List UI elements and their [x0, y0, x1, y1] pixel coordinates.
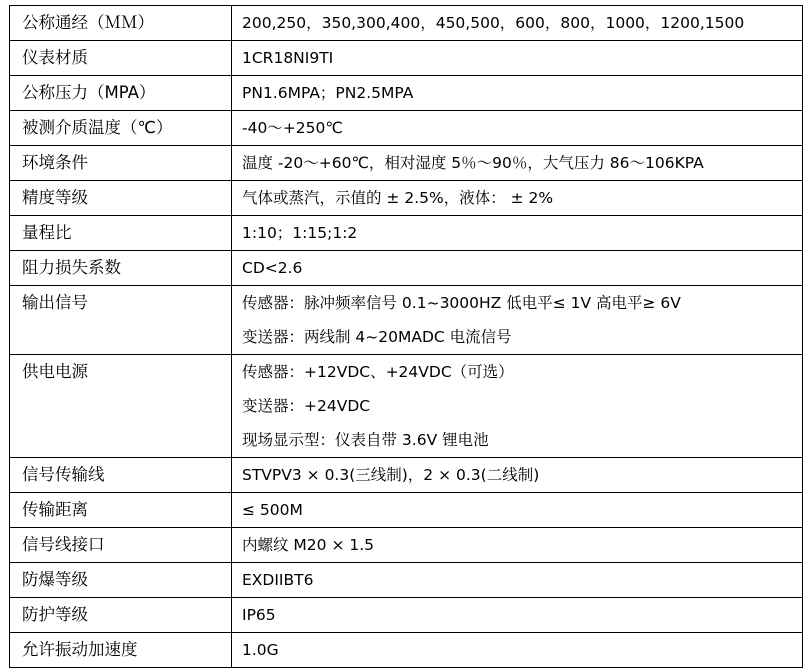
row-value-nominal-pressure: PN1.6MPA；PN2.5MPA — [232, 76, 803, 111]
output-signal-sensor: 传感器：脉冲频率信号 0.1~3000HZ 低电平≤ 1V 高电平≥ 6V — [242, 294, 681, 312]
row-label-nominal-pressure: 公称压力（MPA） — [10, 76, 232, 111]
row-label-nominal-diameter: 公称通经（ＭＭ） — [10, 6, 232, 41]
row-value-environment: 温度 -20～+60℃，相对湿度 5％～90％，大气压力 86～106KPA — [232, 146, 803, 181]
power-supply-transmitter: 变送器：+24VDC — [242, 397, 371, 415]
row-value-signal-cable: STVPV3 × 0.3(三线制)，2 × 0.3(二线制) — [232, 458, 803, 493]
table-row — [10, 355, 803, 458]
row-value-explosion-proof: EXDIIBT6 — [232, 563, 803, 598]
table-row — [10, 563, 803, 598]
row-label-accuracy: 精度等级 — [10, 181, 232, 216]
output-signal-transmitter: 变送器：两线制 4~20MADC 电流信号 — [242, 328, 512, 346]
row-value-output-signal — [232, 286, 803, 355]
table-row — [10, 633, 803, 668]
table-row — [10, 528, 803, 563]
row-value-resistance-coefficient: CD<2.6 — [232, 251, 803, 286]
row-value-medium-temperature: -40～+250℃ — [232, 111, 803, 146]
row-value-power-supply — [232, 355, 803, 458]
row-label-resistance-coefficient: 阻力损失系数 — [10, 251, 232, 286]
row-label-transmission-distance: 传输距离 — [10, 493, 232, 528]
row-label-power-supply: 供电电源 — [10, 355, 232, 458]
row-value-range-ratio: 1:10；1:15;1:2 — [232, 216, 803, 251]
table-row — [10, 598, 803, 633]
table-row — [10, 146, 803, 181]
row-value-nominal-diameter: 200,250，350,300,400，450,500，600，800，1000，1200,1500 — [232, 6, 803, 41]
row-value-vibration-acceleration: 1.0G — [232, 633, 803, 668]
table-row — [10, 111, 803, 146]
table-row — [10, 493, 803, 528]
power-supply-sensor: 传感器：+12VDC、+24VDC（可选） — [242, 363, 514, 381]
table-row — [10, 76, 803, 111]
row-value-protection-level: IP65 — [232, 598, 803, 633]
row-label-environment: 环境条件 — [10, 146, 232, 181]
row-value-cable-interface: 内螺纹 M20 × 1.5 — [232, 528, 803, 563]
row-label-signal-cable: 信号传输线 — [10, 458, 232, 493]
table-row — [10, 6, 803, 41]
row-value-material: 1CR18NI9TI — [232, 41, 803, 76]
row-value-transmission-distance: ≤ 500M — [232, 493, 803, 528]
row-label-cable-interface: 信号线接口 — [10, 528, 232, 563]
table-row — [10, 251, 803, 286]
row-label-output-signal: 输出信号 — [10, 286, 232, 355]
table-row — [10, 458, 803, 493]
row-value-accuracy: 气体或蒸汽，示值的 ± 2.5%，液体： ± 2% — [232, 181, 803, 216]
table-row — [10, 181, 803, 216]
row-label-material: 仪表材质 — [10, 41, 232, 76]
row-label-medium-temperature: 被测介质温度（℃） — [10, 111, 232, 146]
table-row — [10, 216, 803, 251]
row-label-range-ratio: 量程比 — [10, 216, 232, 251]
table-row — [10, 286, 803, 355]
row-label-explosion-proof: 防爆等级 — [10, 563, 232, 598]
table-row — [10, 41, 803, 76]
power-supply-local-display: 现场显示型：仪表自带 3.6V 锂电池 — [242, 431, 489, 449]
row-label-protection-level: 防护等级 — [10, 598, 232, 633]
spec-table — [9, 5, 803, 668]
row-label-vibration-acceleration: 允许振动加速度 — [10, 633, 232, 668]
